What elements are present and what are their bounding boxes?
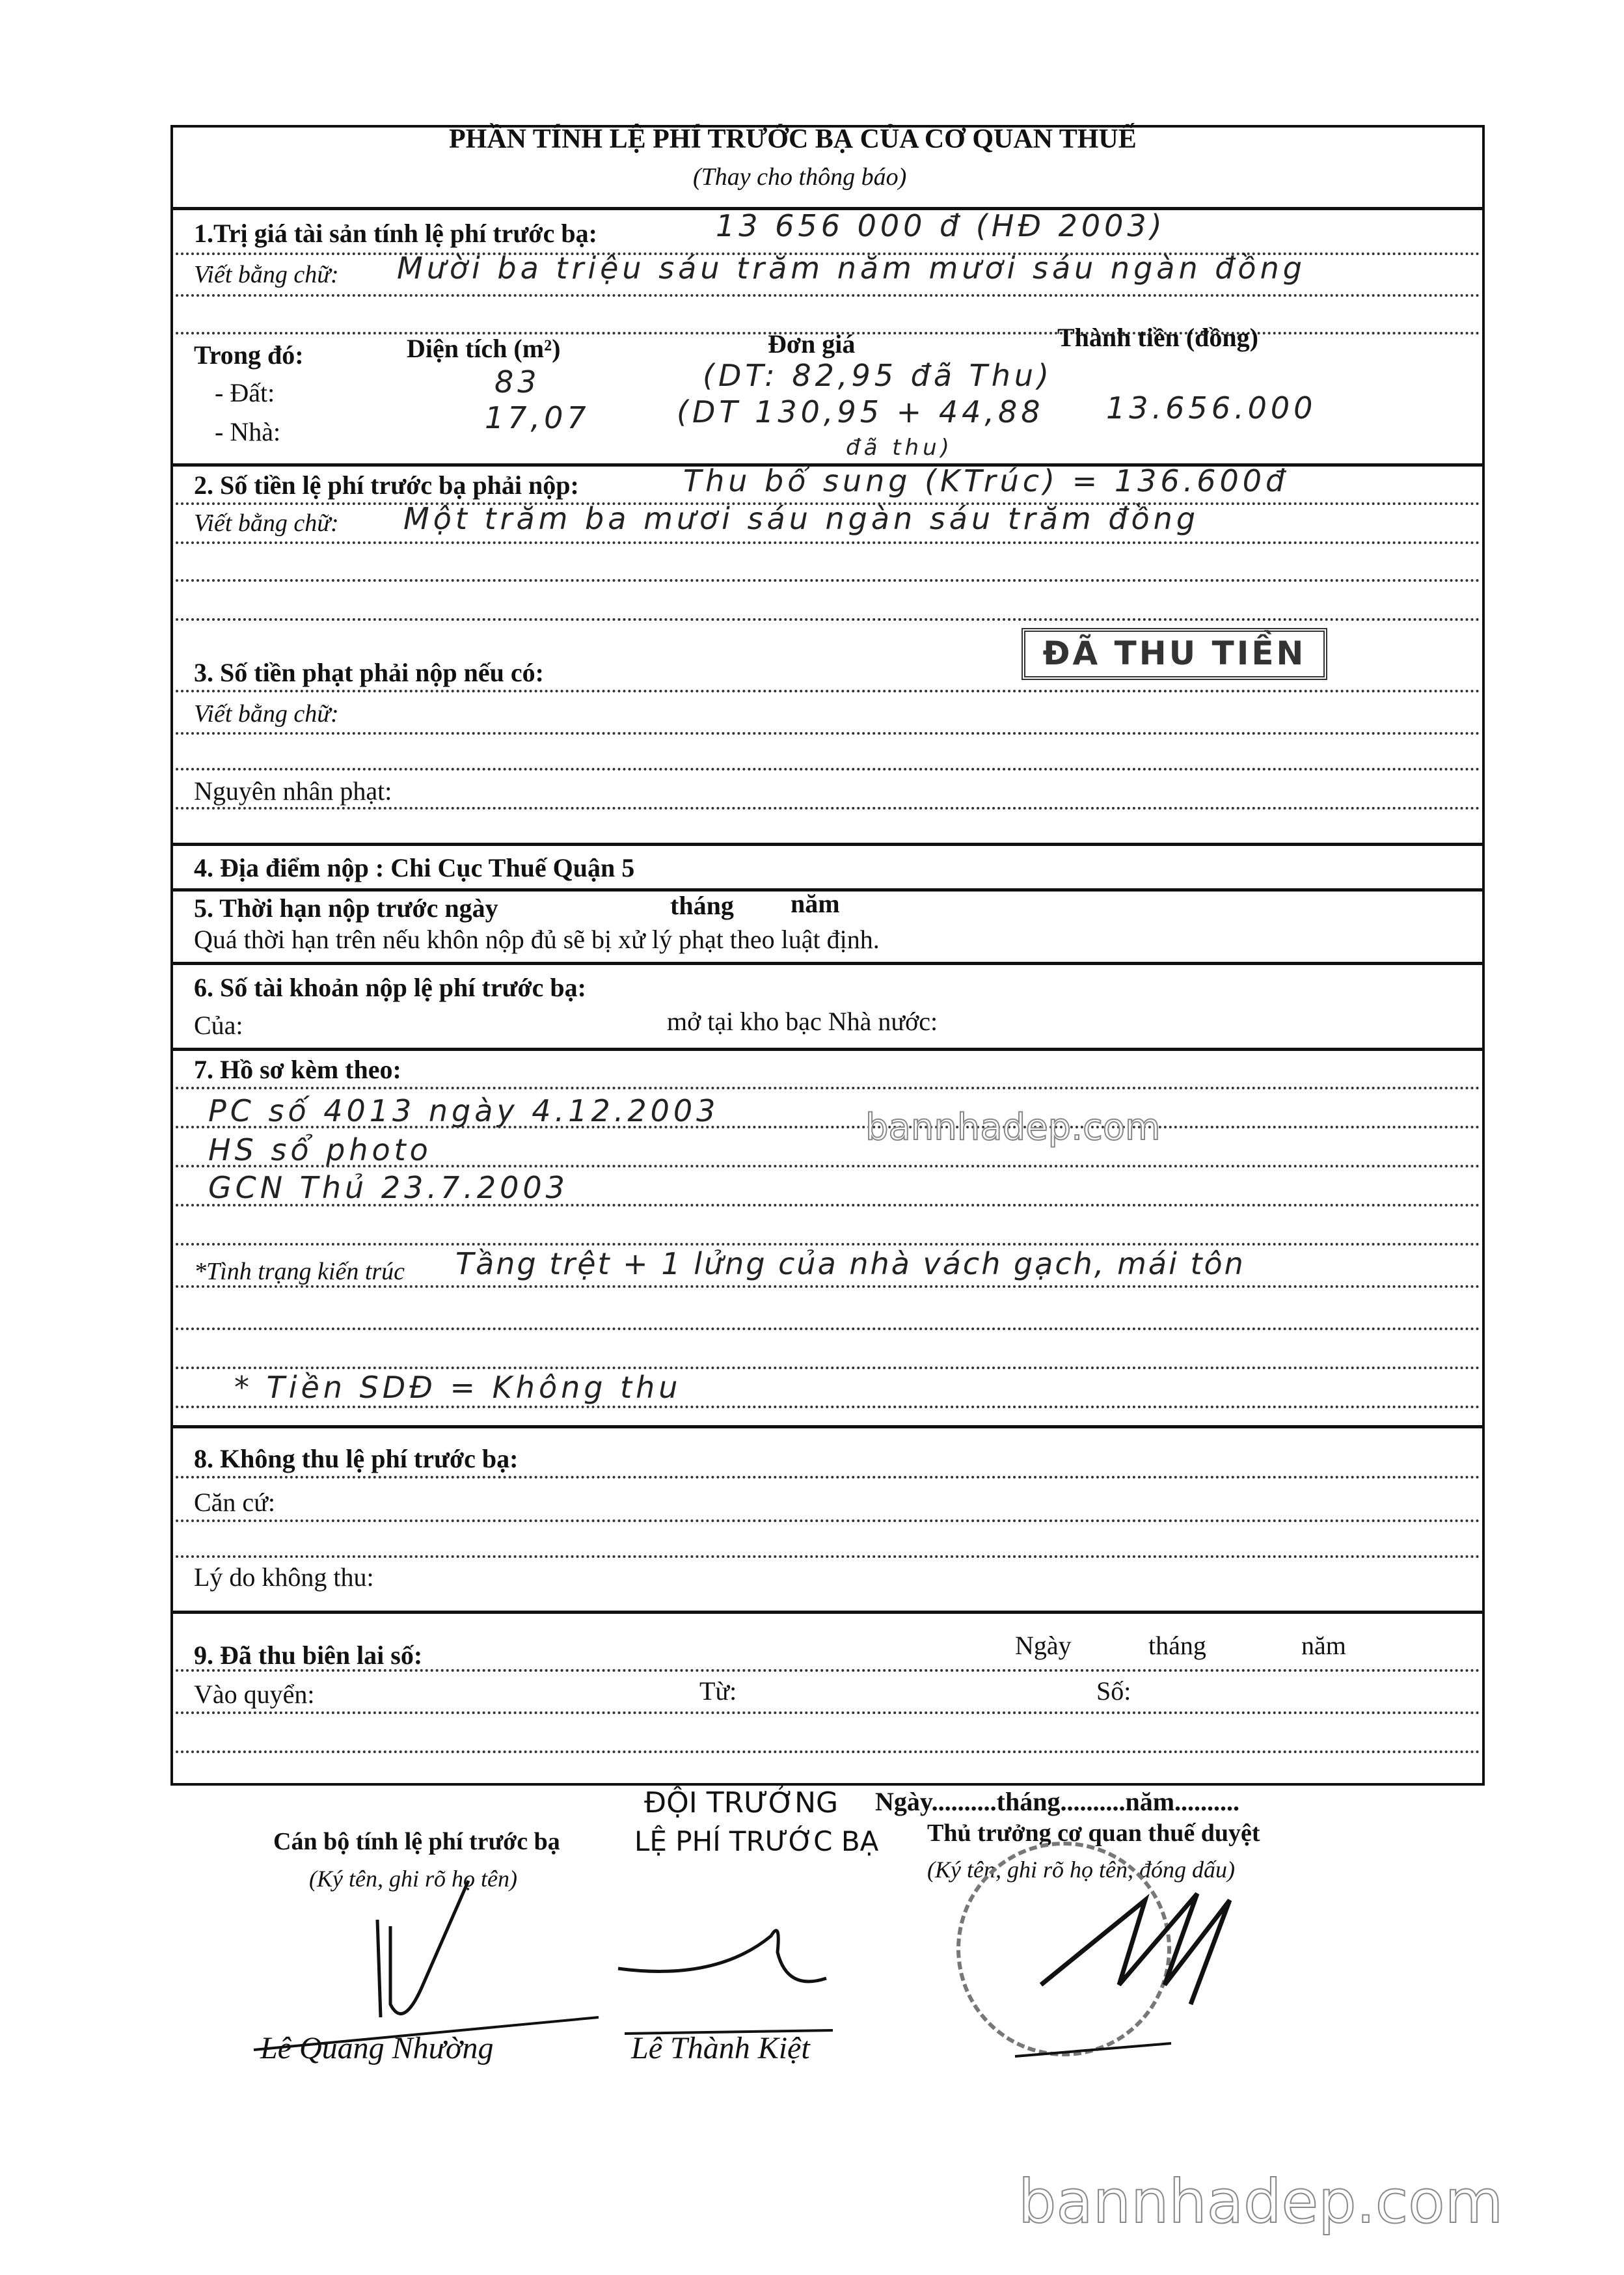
signature-3 <box>1041 1894 1230 2004</box>
s4-label: 4. Địa điểm nộp : Chi Cục Thuế Quận 5 <box>194 853 635 882</box>
s3-words-label: Viết bằng chữ: <box>194 700 339 728</box>
s2-label: 2. Số tiền lệ phí trước bạ phải nộp: <box>194 470 579 500</box>
s8-reason: Lý do không thu: <box>194 1562 374 1592</box>
s9-book: Vào quyển: <box>194 1680 315 1709</box>
s3-label: 3. Số tiền phạt phải nộp nếu có: <box>194 658 544 687</box>
s7-doc: HS sổ photo <box>208 1132 432 1167</box>
land-area: 83 <box>494 364 541 400</box>
s5-year: năm <box>791 889 840 918</box>
officer-title: Cán bộ tính lệ phí trước bạ <box>273 1828 560 1855</box>
s2-words-label: Viết bằng chữ: <box>194 510 339 537</box>
s9-no: Số: <box>1096 1676 1131 1706</box>
s1-value: 13 656 000 đ (HĐ 2003) <box>716 208 1166 243</box>
signature-1 <box>377 1881 468 2017</box>
s9-month: tháng <box>1148 1631 1206 1660</box>
head-note: (Ký tên, ghi rõ họ tên, đóng dấu) <box>927 1857 1235 1883</box>
s1-label: 1.Trị giá tài sản tính lệ phí trước bạ: <box>194 219 597 248</box>
paid-stamp: ĐÃ THU TIỀN <box>1022 628 1327 680</box>
land-label: - Đất: <box>215 378 275 407</box>
s5-note: Quá thời hạn trên nếu khôn nộp đủ sẽ bị xử lý phạt theo luật định. <box>194 925 880 954</box>
house-price-note: đã thu) <box>846 435 953 461</box>
watermark: bannhadep.com <box>1018 2167 1504 2237</box>
s9-year: năm <box>1301 1631 1346 1660</box>
s6-bank: mở tại kho bạc Nhà nước: <box>667 1007 938 1036</box>
s9-label: 9. Đã thu biên lai số: <box>194 1641 423 1670</box>
signer-name-1: Lê Quang Nhường <box>260 2031 494 2065</box>
land-price: (DT: 82,95 đã Thu) <box>703 358 1053 393</box>
col-area: Diện tích (m²) <box>407 334 561 363</box>
s7-label: 7. Hồ sơ kèm theo: <box>194 1055 401 1084</box>
land-fee-note: * Tiền SDĐ = Không thu <box>234 1370 682 1405</box>
s9-from: Từ: <box>699 1676 737 1706</box>
form-subtitle: (Thay cho thông báo) <box>693 163 907 191</box>
arch-value: Tầng trệt + 1 lửng của nhà vách gạch, mái tôn <box>455 1246 1245 1281</box>
house-price: (DT 130,95 + 44,88 <box>677 394 1044 429</box>
arch-label: *Tình trạng kiến trúc <box>194 1258 405 1285</box>
s3-reason-label: Nguyên nhân phạt: <box>194 776 392 806</box>
signer-name-2: Lê Thành Kiệt <box>631 2031 810 2065</box>
s5-label: 5. Thời hạn nộp trước ngày <box>194 893 498 923</box>
s2-words: Một trăm ba mươi sáu ngàn sáu trăm đồng <box>403 501 1200 536</box>
s1-words: Mười ba triệu sáu trăm năm mươi sáu ngàn đồng <box>397 251 1306 286</box>
s1-words-label: Viết bằng chữ: <box>194 261 339 288</box>
col-total: Thành tiền (đồng) <box>1057 323 1258 352</box>
team-lead-label: ĐỘI TRƯỞNG <box>644 1786 839 1819</box>
s5-month: tháng <box>670 891 734 920</box>
s7-doc: PC số 4013 ngày 4.12.2003 <box>208 1093 720 1128</box>
in-which-label: Trong đó: <box>194 340 304 370</box>
s2-value: Thu bổ sung (KTrúc) = 136.600đ <box>683 463 1289 498</box>
form-title: PHẦN TÍNH LỆ PHÍ TRƯỚC BẠ CỦA CƠ QUAN THUẾ <box>449 124 1137 154</box>
s7-doc: GCN Thủ 23.7.2003 <box>208 1170 569 1205</box>
s9-day: Ngày <box>1015 1631 1072 1660</box>
head-title: Thủ trưởng cơ quan thuế duyệt <box>927 1819 1260 1847</box>
s8-basis: Căn cứ: <box>194 1488 275 1517</box>
house-area: 17,07 <box>485 400 590 435</box>
footer-date: Ngày..........tháng..........năm.......... <box>875 1787 1240 1816</box>
s8-label: 8. Không thu lệ phí trước bạ: <box>194 1444 519 1473</box>
dept-label: LỆ PHÍ TRƯỚC BẠ <box>634 1825 879 1857</box>
officer-note: (Ký tên, ghi rõ họ tên) <box>309 1866 517 1892</box>
house-label: - Nhà: <box>215 417 281 446</box>
house-total: 13.656.000 <box>1106 390 1317 426</box>
s6-of: Của: <box>194 1011 243 1040</box>
col-price: Đơn giá <box>768 329 856 359</box>
s6-label: 6. Số tài khoản nộp lệ phí trước bạ: <box>194 973 586 1002</box>
signature-2 <box>618 1931 826 1982</box>
watermark: bannhadep.com <box>865 1106 1161 1149</box>
